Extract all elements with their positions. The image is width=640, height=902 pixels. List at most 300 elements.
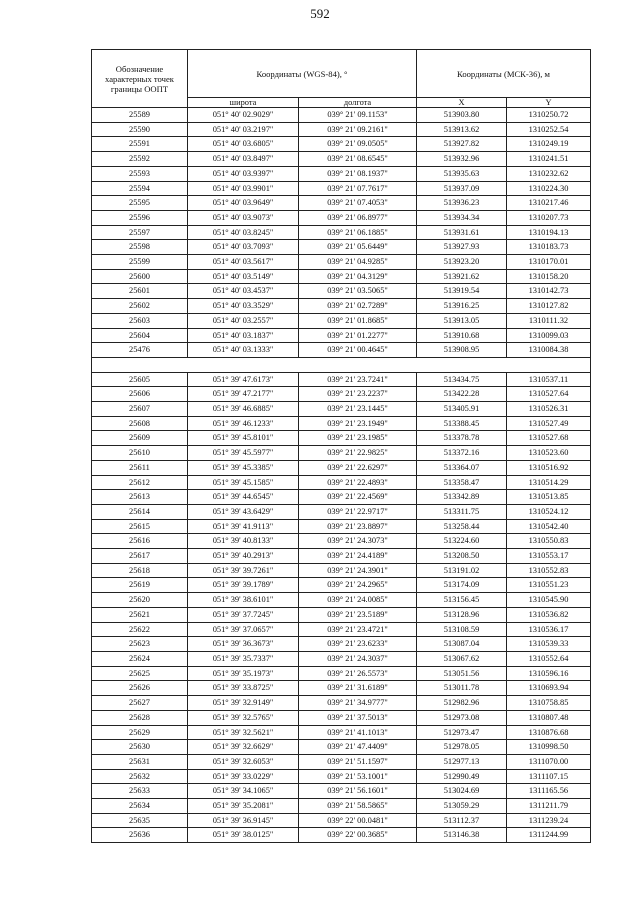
point-id-cell: 25600 xyxy=(92,269,188,284)
latitude-cell: 051° 39' 41.9113" xyxy=(188,519,299,534)
table-row xyxy=(92,181,591,196)
y-cell: 1310537.11 xyxy=(507,372,591,387)
point-designation-header: Обозначение характерных точек границы ООПТ xyxy=(92,50,188,108)
x-cell: 513087.04 xyxy=(417,637,507,652)
y-cell: 1310807.48 xyxy=(507,710,591,725)
table-row xyxy=(92,240,591,255)
longitude-cell: 039° 21' 04.3129" xyxy=(299,269,417,284)
table-separator-row xyxy=(92,357,591,372)
latitude-cell: 051° 40' 03.9901" xyxy=(188,181,299,196)
table-row xyxy=(92,210,591,225)
x-cell: 513935.63 xyxy=(417,166,507,181)
x-cell: 512973.08 xyxy=(417,710,507,725)
longitude-cell: 039° 21' 23.1985" xyxy=(299,431,417,446)
point-id-cell: 25590 xyxy=(92,122,188,137)
table-row xyxy=(92,578,591,593)
table-row xyxy=(92,754,591,769)
point-id-cell: 25591 xyxy=(92,137,188,152)
table-row xyxy=(92,637,591,652)
table-row xyxy=(92,152,591,167)
table-row xyxy=(92,519,591,534)
point-id-cell: 25624 xyxy=(92,652,188,667)
x-cell: 513378.78 xyxy=(417,431,507,446)
point-id-cell: 25632 xyxy=(92,769,188,784)
point-id-cell: 25597 xyxy=(92,225,188,240)
table-row xyxy=(92,593,591,608)
longitude-cell: 039° 21' 24.3073" xyxy=(299,534,417,549)
latitude-cell: 051° 40' 02.9029" xyxy=(188,108,299,123)
point-id-cell: 25616 xyxy=(92,534,188,549)
point-id-cell: 25628 xyxy=(92,710,188,725)
x-cell: 513908.95 xyxy=(417,343,507,358)
x-cell: 513927.93 xyxy=(417,240,507,255)
longitude-cell: 039° 21' 09.0505" xyxy=(299,137,417,152)
point-id-cell: 25607 xyxy=(92,402,188,417)
longitude-cell: 039° 21' 04.9285" xyxy=(299,255,417,270)
longitude-cell: 039° 21' 03.5065" xyxy=(299,284,417,299)
longitude-cell: 039° 21' 23.4721" xyxy=(299,622,417,637)
x-cell: 513913.62 xyxy=(417,122,507,137)
table-row xyxy=(92,799,591,814)
y-cell: 1310099.03 xyxy=(507,328,591,343)
longitude-cell: 039° 21' 22.6297" xyxy=(299,460,417,475)
table-row xyxy=(92,710,591,725)
y-cell: 1310158.20 xyxy=(507,269,591,284)
longitude-cell: 039° 21' 41.1013" xyxy=(299,725,417,740)
page-number: 592 xyxy=(310,6,330,21)
longitude-cell: 039° 21' 24.4189" xyxy=(299,549,417,564)
table-row xyxy=(92,196,591,211)
longitude-cell: 039° 21' 08.6545" xyxy=(299,152,417,167)
table-row xyxy=(92,372,591,387)
point-id-cell: 25629 xyxy=(92,725,188,740)
x-cell: 513364.07 xyxy=(417,460,507,475)
x-cell: 513932.96 xyxy=(417,152,507,167)
latitude-cell: 051° 39' 39.7261" xyxy=(188,563,299,578)
table-row xyxy=(92,299,591,314)
x-cell: 513927.82 xyxy=(417,137,507,152)
table-row xyxy=(92,313,591,328)
x-cell: 513372.16 xyxy=(417,446,507,461)
point-id-cell: 25635 xyxy=(92,813,188,828)
x-cell: 513067.62 xyxy=(417,652,507,667)
y-cell: 1310998.50 xyxy=(507,740,591,755)
point-id-cell: 25633 xyxy=(92,784,188,799)
latitude-cell: 051° 39' 32.5621" xyxy=(188,725,299,740)
y-cell: 1310536.82 xyxy=(507,607,591,622)
latitude-cell: 051° 39' 32.6053" xyxy=(188,754,299,769)
y-cell: 1310876.68 xyxy=(507,725,591,740)
y-cell: 1310232.62 xyxy=(507,166,591,181)
table-row xyxy=(92,563,591,578)
point-id-cell: 25603 xyxy=(92,313,188,328)
point-id-cell: 25618 xyxy=(92,563,188,578)
table-row xyxy=(92,108,591,123)
y-cell: 1310550.83 xyxy=(507,534,591,549)
longitude-cell: 039° 21' 07.4053" xyxy=(299,196,417,211)
y-cell: 1311165.56 xyxy=(507,784,591,799)
latitude-cell: 051° 40' 03.6805" xyxy=(188,137,299,152)
x-cell: 512982.96 xyxy=(417,696,507,711)
x-cell: 513258.44 xyxy=(417,519,507,534)
y-cell: 1310194.13 xyxy=(507,225,591,240)
table-row xyxy=(92,769,591,784)
longitude-cell: 039° 21' 24.0085" xyxy=(299,593,417,608)
longitude-cell: 039° 21' 23.1445" xyxy=(299,402,417,417)
point-id-cell: 25604 xyxy=(92,328,188,343)
latitude-cell: 051° 39' 43.6429" xyxy=(188,504,299,519)
longitude-cell: 039° 21' 51.1597" xyxy=(299,754,417,769)
point-id-cell: 25625 xyxy=(92,666,188,681)
x-cell: 513422.28 xyxy=(417,387,507,402)
y-cell: 1310249.19 xyxy=(507,137,591,152)
table-row xyxy=(92,666,591,681)
point-id-cell: 25612 xyxy=(92,475,188,490)
y-cell: 1310513.85 xyxy=(507,490,591,505)
x-cell: 513024.69 xyxy=(417,784,507,799)
longitude-cell: 039° 21' 01.8685" xyxy=(299,313,417,328)
point-id-cell: 25594 xyxy=(92,181,188,196)
table-row xyxy=(92,490,591,505)
latitude-header: широта xyxy=(188,98,299,108)
y-cell: 1310545.90 xyxy=(507,593,591,608)
table-row xyxy=(92,696,591,711)
y-cell: 1310183.73 xyxy=(507,240,591,255)
y-cell: 1311070.00 xyxy=(507,754,591,769)
x-cell: 513112.37 xyxy=(417,813,507,828)
y-cell: 1310758.85 xyxy=(507,696,591,711)
point-id-cell: 25620 xyxy=(92,593,188,608)
longitude-cell: 039° 21' 31.6189" xyxy=(299,681,417,696)
table-row xyxy=(92,813,591,828)
x-cell: 513224.60 xyxy=(417,534,507,549)
y-cell: 1310539.33 xyxy=(507,637,591,652)
x-cell: 513146.38 xyxy=(417,828,507,843)
separator-cell xyxy=(92,357,591,372)
y-cell: 1310551.23 xyxy=(507,578,591,593)
point-id-cell: 25593 xyxy=(92,166,188,181)
longitude-cell: 039° 21' 37.5013" xyxy=(299,710,417,725)
latitude-cell: 051° 39' 44.6545" xyxy=(188,490,299,505)
latitude-cell: 051° 39' 35.2081" xyxy=(188,799,299,814)
table-row xyxy=(92,402,591,417)
longitude-cell: 039° 21' 24.3901" xyxy=(299,563,417,578)
latitude-cell: 051° 39' 34.1065" xyxy=(188,784,299,799)
y-cell: 1310111.32 xyxy=(507,313,591,328)
longitude-cell: 039° 21' 06.1885" xyxy=(299,225,417,240)
longitude-cell: 039° 21' 23.1949" xyxy=(299,416,417,431)
latitude-cell: 051° 39' 32.6629" xyxy=(188,740,299,755)
latitude-cell: 051° 39' 40.8133" xyxy=(188,534,299,549)
longitude-cell: 039° 21' 05.6449" xyxy=(299,240,417,255)
latitude-cell: 051° 39' 40.2913" xyxy=(188,549,299,564)
latitude-cell: 051° 39' 46.6885" xyxy=(188,402,299,417)
latitude-cell: 051° 39' 35.1973" xyxy=(188,666,299,681)
latitude-cell: 051° 40' 03.9397" xyxy=(188,166,299,181)
latitude-cell: 051° 39' 37.0657" xyxy=(188,622,299,637)
table-row xyxy=(92,607,591,622)
x-cell: 513051.56 xyxy=(417,666,507,681)
latitude-cell: 051° 39' 47.6173" xyxy=(188,372,299,387)
longitude-cell: 039° 21' 07.7617" xyxy=(299,181,417,196)
longitude-cell: 039° 21' 23.6233" xyxy=(299,637,417,652)
y-cell: 1310084.38 xyxy=(507,343,591,358)
table-row xyxy=(92,122,591,137)
x-cell: 513174.09 xyxy=(417,578,507,593)
y-cell: 1310127.82 xyxy=(507,299,591,314)
y-cell: 1310596.16 xyxy=(507,666,591,681)
longitude-cell: 039° 21' 26.5573" xyxy=(299,666,417,681)
x-cell: 512990.49 xyxy=(417,769,507,784)
y-cell: 1310693.94 xyxy=(507,681,591,696)
point-id-cell: 25598 xyxy=(92,240,188,255)
longitude-cell: 039° 21' 23.8897" xyxy=(299,519,417,534)
longitude-cell: 039° 21' 22.4893" xyxy=(299,475,417,490)
point-id-cell: 25617 xyxy=(92,549,188,564)
longitude-cell: 039° 21' 23.5189" xyxy=(299,607,417,622)
table-row xyxy=(92,284,591,299)
x-cell: 513156.45 xyxy=(417,593,507,608)
latitude-cell: 051° 40' 03.8245" xyxy=(188,225,299,240)
x-cell: 513059.29 xyxy=(417,799,507,814)
y-cell: 1311211.79 xyxy=(507,799,591,814)
y-cell: 1310527.68 xyxy=(507,431,591,446)
latitude-cell: 051° 39' 32.5765" xyxy=(188,710,299,725)
x-cell: 513921.62 xyxy=(417,269,507,284)
point-id-cell: 25595 xyxy=(92,196,188,211)
x-cell: 513936.23 xyxy=(417,196,507,211)
x-cell: 512973.47 xyxy=(417,725,507,740)
table-row xyxy=(92,431,591,446)
table-row xyxy=(92,475,591,490)
y-cell: 1310542.40 xyxy=(507,519,591,534)
point-id-cell: 25602 xyxy=(92,299,188,314)
longitude-cell: 039° 21' 24.3037" xyxy=(299,652,417,667)
point-id-cell: 25592 xyxy=(92,152,188,167)
table-row xyxy=(92,681,591,696)
x-cell: 513191.02 xyxy=(417,563,507,578)
y-cell: 1310552.64 xyxy=(507,652,591,667)
x-cell: 513919.54 xyxy=(417,284,507,299)
y-cell: 1310516.92 xyxy=(507,460,591,475)
y-cell: 1310536.17 xyxy=(507,622,591,637)
longitude-header: долгота xyxy=(299,98,417,108)
x-cell: 513916.25 xyxy=(417,299,507,314)
y-cell: 1310170.01 xyxy=(507,255,591,270)
point-id-cell: 25626 xyxy=(92,681,188,696)
table-row xyxy=(92,740,591,755)
longitude-cell: 039° 21' 00.4645" xyxy=(299,343,417,358)
point-id-cell: 25596 xyxy=(92,210,188,225)
longitude-cell: 039° 21' 47.4409" xyxy=(299,740,417,755)
latitude-cell: 051° 39' 46.1233" xyxy=(188,416,299,431)
latitude-cell: 051° 40' 03.2197" xyxy=(188,122,299,137)
x-cell: 513011.78 xyxy=(417,681,507,696)
point-id-cell: 25589 xyxy=(92,108,188,123)
x-cell: 513937.09 xyxy=(417,181,507,196)
x-cell: 513388.45 xyxy=(417,416,507,431)
y-cell: 1310553.17 xyxy=(507,549,591,564)
y-cell: 1310252.54 xyxy=(507,122,591,137)
point-id-cell: 25608 xyxy=(92,416,188,431)
latitude-cell: 051° 39' 45.5977" xyxy=(188,446,299,461)
point-id-cell: 25614 xyxy=(92,504,188,519)
x-cell: 513931.61 xyxy=(417,225,507,240)
x-cell: 512978.05 xyxy=(417,740,507,755)
wgs84-coordinates-header: Координаты (WGS-84), ° xyxy=(188,50,417,98)
table-row xyxy=(92,255,591,270)
x-cell: 513923.20 xyxy=(417,255,507,270)
table-row xyxy=(92,137,591,152)
table-row xyxy=(92,534,591,549)
longitude-cell: 039° 21' 08.1937" xyxy=(299,166,417,181)
table-header-row xyxy=(92,50,591,98)
longitude-cell: 039° 22' 00.0481" xyxy=(299,813,417,828)
point-id-cell: 25622 xyxy=(92,622,188,637)
y-cell: 1310250.72 xyxy=(507,108,591,123)
y-cell: 1310207.73 xyxy=(507,210,591,225)
table-row xyxy=(92,725,591,740)
point-id-cell: 25599 xyxy=(92,255,188,270)
y-cell: 1310224.30 xyxy=(507,181,591,196)
longitude-cell: 039° 21' 09.1153" xyxy=(299,108,417,123)
latitude-cell: 051° 39' 36.9145" xyxy=(188,813,299,828)
y-cell: 1311107.15 xyxy=(507,769,591,784)
table-row xyxy=(92,504,591,519)
longitude-cell: 039° 21' 02.7289" xyxy=(299,299,417,314)
latitude-cell: 051° 39' 38.6101" xyxy=(188,593,299,608)
latitude-cell: 051° 39' 35.7337" xyxy=(188,652,299,667)
latitude-cell: 051° 40' 03.4537" xyxy=(188,284,299,299)
table-row xyxy=(92,622,591,637)
x-cell: 513434.75 xyxy=(417,372,507,387)
latitude-cell: 051° 39' 47.2177" xyxy=(188,387,299,402)
point-id-cell: 25606 xyxy=(92,387,188,402)
table-row xyxy=(92,446,591,461)
x-cell: 513934.34 xyxy=(417,210,507,225)
latitude-cell: 051° 40' 03.8497" xyxy=(188,152,299,167)
point-id-cell: 25621 xyxy=(92,607,188,622)
y-cell: 1310527.64 xyxy=(507,387,591,402)
y-cell: 1310217.46 xyxy=(507,196,591,211)
latitude-cell: 051° 40' 03.1837" xyxy=(188,328,299,343)
longitude-cell: 039° 21' 23.2237" xyxy=(299,387,417,402)
latitude-cell: 051° 39' 45.8101" xyxy=(188,431,299,446)
latitude-cell: 051° 40' 03.7093" xyxy=(188,240,299,255)
longitude-cell: 039° 21' 22.4569" xyxy=(299,490,417,505)
y-cell: 1310142.73 xyxy=(507,284,591,299)
table-row xyxy=(92,652,591,667)
table-row xyxy=(92,416,591,431)
point-id-cell: 25601 xyxy=(92,284,188,299)
longitude-cell: 039° 21' 34.9777" xyxy=(299,696,417,711)
longitude-cell: 039° 21' 53.1001" xyxy=(299,769,417,784)
latitude-cell: 051° 39' 33.0229" xyxy=(188,769,299,784)
y-cell: 1310241.51 xyxy=(507,152,591,167)
longitude-cell: 039° 21' 58.5865" xyxy=(299,799,417,814)
longitude-cell: 039° 21' 22.9825" xyxy=(299,446,417,461)
longitude-cell: 039° 21' 01.2277" xyxy=(299,328,417,343)
y-cell: 1311239.24 xyxy=(507,813,591,828)
table-row xyxy=(92,784,591,799)
table-row xyxy=(92,166,591,181)
x-cell: 513108.59 xyxy=(417,622,507,637)
longitude-cell: 039° 21' 56.1601" xyxy=(299,784,417,799)
longitude-cell: 039° 21' 22.9717" xyxy=(299,504,417,519)
latitude-cell: 051° 40' 03.2557" xyxy=(188,313,299,328)
y-cell: 1310524.12 xyxy=(507,504,591,519)
x-cell: 513913.05 xyxy=(417,313,507,328)
latitude-cell: 051° 40' 03.1333" xyxy=(188,343,299,358)
latitude-cell: 051° 40' 03.9073" xyxy=(188,210,299,225)
x-cell: 512977.13 xyxy=(417,754,507,769)
point-id-cell: 25631 xyxy=(92,754,188,769)
longitude-cell: 039° 21' 23.7241" xyxy=(299,372,417,387)
y-cell: 1310552.83 xyxy=(507,563,591,578)
table-row xyxy=(92,225,591,240)
latitude-cell: 051° 40' 03.5149" xyxy=(188,269,299,284)
y-cell: 1310526.31 xyxy=(507,402,591,417)
table-row xyxy=(92,460,591,475)
point-id-cell: 25476 xyxy=(92,343,188,358)
point-id-cell: 25619 xyxy=(92,578,188,593)
point-id-cell: 25609 xyxy=(92,431,188,446)
x-cell: 513128.96 xyxy=(417,607,507,622)
table-row xyxy=(92,828,591,843)
y-cell: 1310527.49 xyxy=(507,416,591,431)
point-id-cell: 25613 xyxy=(92,490,188,505)
x-cell: 513208.50 xyxy=(417,549,507,564)
x-cell: 513358.47 xyxy=(417,475,507,490)
latitude-cell: 051° 39' 45.1585" xyxy=(188,475,299,490)
latitude-cell: 051° 39' 33.8725" xyxy=(188,681,299,696)
coordinates-table xyxy=(91,49,591,843)
latitude-cell: 051° 39' 37.7245" xyxy=(188,607,299,622)
latitude-cell: 051° 39' 32.9149" xyxy=(188,696,299,711)
table-row xyxy=(92,343,591,358)
table-body xyxy=(92,108,591,843)
longitude-cell: 039° 21' 06.8977" xyxy=(299,210,417,225)
latitude-cell: 051° 40' 03.5617" xyxy=(188,255,299,270)
table-row xyxy=(92,269,591,284)
longitude-cell: 039° 21' 24.2965" xyxy=(299,578,417,593)
x-cell: 513910.68 xyxy=(417,328,507,343)
table-row xyxy=(92,549,591,564)
latitude-cell: 051° 40' 03.9649" xyxy=(188,196,299,211)
x-header: X xyxy=(417,98,507,108)
msk36-coordinates-header: Координаты (МСК-36), м xyxy=(417,50,591,98)
longitude-cell: 039° 22' 00.3685" xyxy=(299,828,417,843)
point-id-cell: 25636 xyxy=(92,828,188,843)
latitude-cell: 051° 39' 45.3385" xyxy=(188,460,299,475)
latitude-cell: 051° 39' 38.0125" xyxy=(188,828,299,843)
point-id-cell: 25611 xyxy=(92,460,188,475)
point-id-cell: 25605 xyxy=(92,372,188,387)
y-cell: 1310523.60 xyxy=(507,446,591,461)
y-cell: 1311244.99 xyxy=(507,828,591,843)
point-id-cell: 25623 xyxy=(92,637,188,652)
point-id-cell: 25630 xyxy=(92,740,188,755)
x-cell: 513342.89 xyxy=(417,490,507,505)
x-cell: 513903.80 xyxy=(417,108,507,123)
x-cell: 513311.75 xyxy=(417,504,507,519)
point-id-cell: 25634 xyxy=(92,799,188,814)
table-row xyxy=(92,328,591,343)
latitude-cell: 051° 39' 36.3673" xyxy=(188,637,299,652)
point-id-cell: 25615 xyxy=(92,519,188,534)
latitude-cell: 051° 39' 39.1789" xyxy=(188,578,299,593)
longitude-cell: 039° 21' 09.2161" xyxy=(299,122,417,137)
